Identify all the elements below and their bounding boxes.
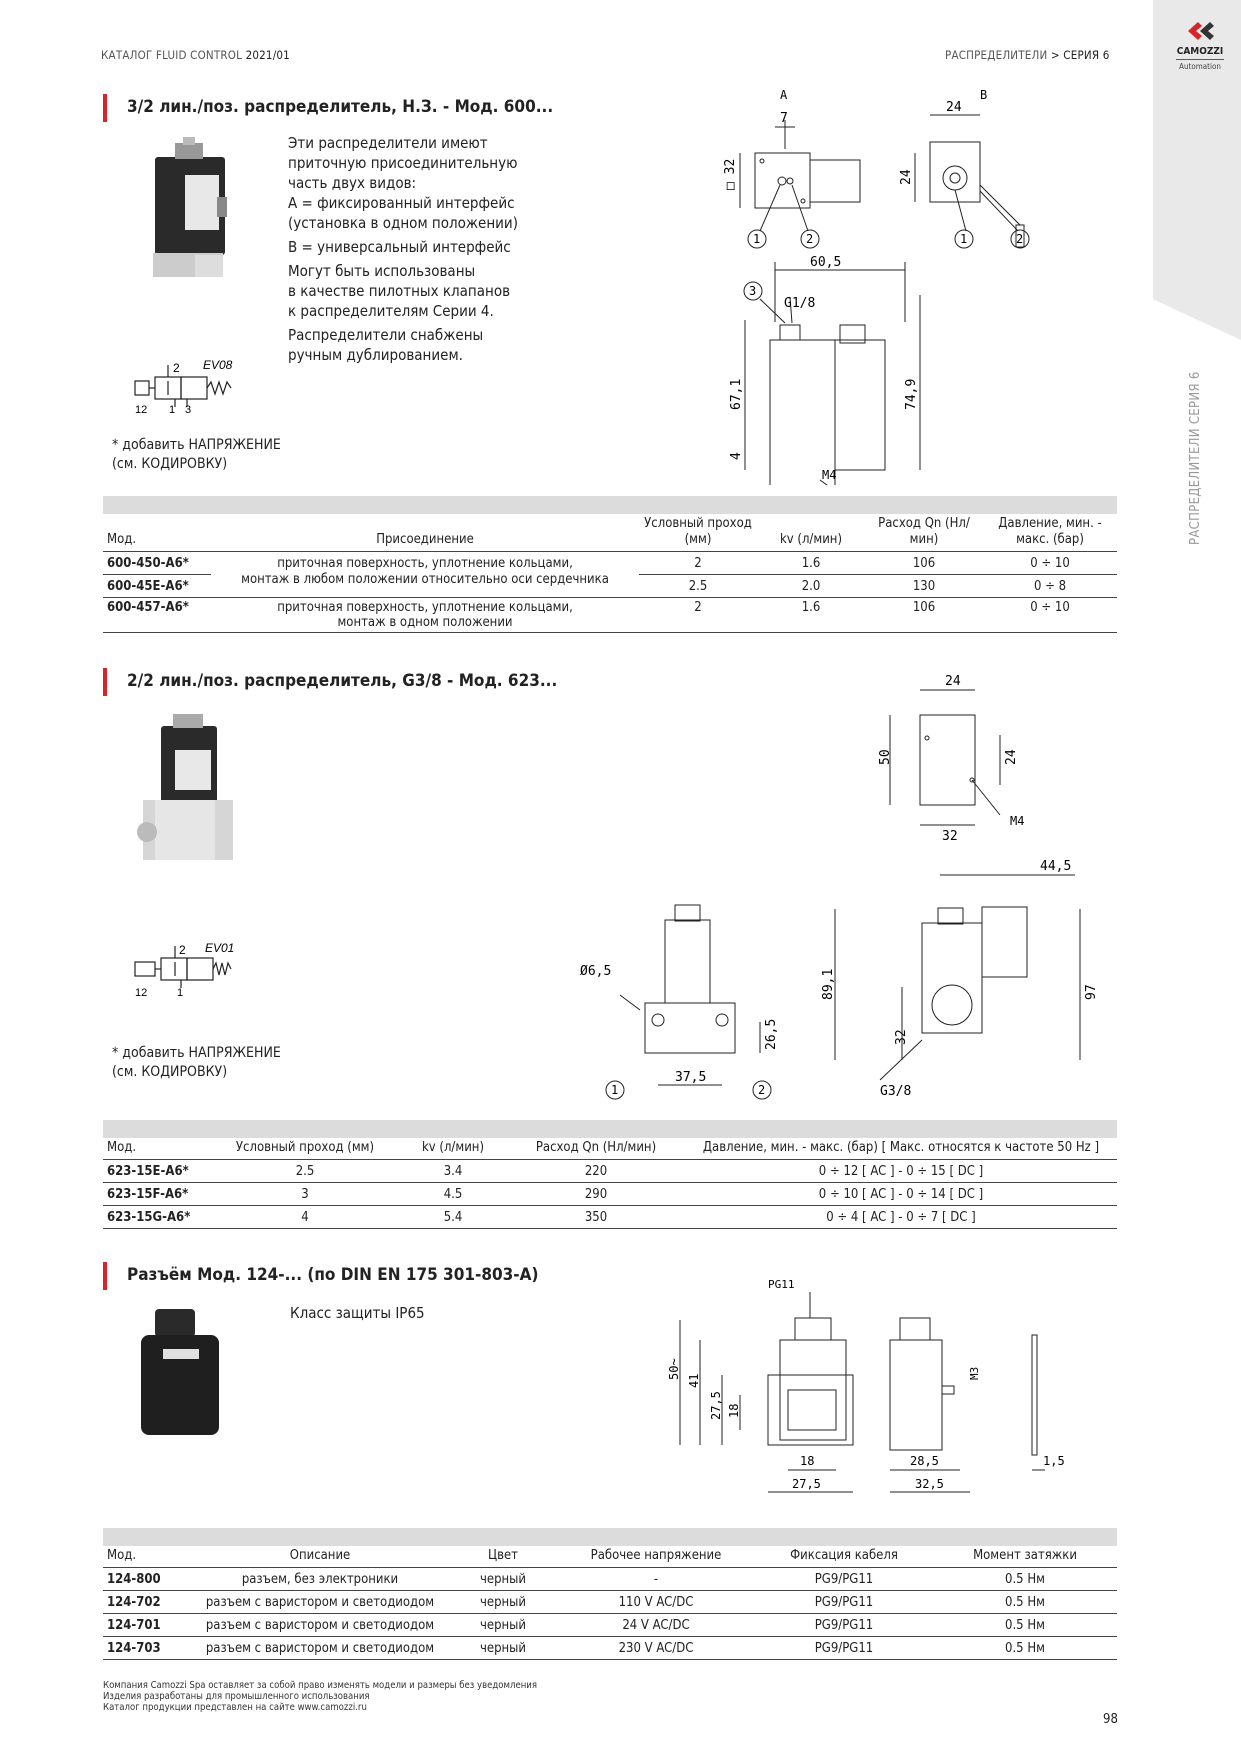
table-row: 124-800 разъем, без электроники черный - PG9/PG11 0.5 Нм [103, 1568, 1117, 1591]
svg-text:44,5: 44,5 [1040, 859, 1072, 874]
svg-text:18: 18 [800, 1454, 815, 1468]
svg-text:3: 3 [749, 284, 757, 298]
svg-text:97: 97 [1084, 984, 1099, 1000]
svg-text:3: 3 [185, 404, 192, 415]
col-qn: Расход Qn (Нл/мин) [865, 514, 983, 552]
svg-text:12: 12 [135, 987, 148, 998]
footer-line: Компания Camozzi Spa оставляет за собой право изменять модели и размеры без уведомления [103, 1680, 537, 1691]
svg-text:G1/8: G1/8 [784, 296, 816, 311]
breadcrumb-separator: > [1050, 48, 1060, 62]
svg-text:28,5: 28,5 [910, 1454, 939, 1468]
table-row: 623-15F-A6* 3 4.5 290 0 ÷ 10 [ AC ] - 0 ÷ 14 [ DC ] [103, 1183, 1117, 1206]
svg-text:18: 18 [727, 1403, 741, 1418]
section2-note: * добавить НАПРЯЖЕНИЕ (см. КОДИРОВКУ) [112, 1045, 281, 1080]
svg-text:1: 1 [611, 1083, 619, 1097]
footer-line: Изделия разработаны для промышленного использования [103, 1691, 370, 1702]
table-124-connectors [103, 1528, 1117, 1660]
valve-623-photo [135, 710, 245, 870]
table-row: 600-457-A6* приточная поверхность, уплотнение кольцами, монтаж в одном положении 2 1.6 106 0 ÷ 10 [103, 598, 1117, 633]
connector-124-photo [135, 1305, 230, 1440]
svg-text:PG11: PG11 [768, 1278, 795, 1291]
table-row: 124-701 разъем с варистором и светодиодом черный 24 V AC/DC PG9/PG11 0.5 Нм [103, 1614, 1117, 1637]
svg-text:12: 12 [135, 404, 148, 415]
page-number: 98 [1103, 1712, 1118, 1727]
svg-text:1: 1 [177, 987, 184, 998]
footer [103, 1680, 537, 1713]
svg-text:2: 2 [758, 1083, 766, 1097]
col-pressure: Давление, мин. - макс. (бар) [983, 514, 1117, 552]
svg-text:Ø6,5: Ø6,5 [580, 964, 612, 979]
section3-description: Класс защиты IP65 [290, 1304, 425, 1322]
col-description: Описание [191, 1546, 449, 1568]
col-voltage: Рабочее напряжение [557, 1546, 755, 1568]
svg-text:89,1: 89,1 [821, 968, 836, 1000]
series-label: СЕРИЯ 6 [1063, 48, 1110, 62]
section3-title: Разъём Мод. 124-... (по DIN EN 175 301-803-A) [127, 1265, 539, 1285]
table-row: 600-450-A6* приточная поверхность, уплотнение кольцами, 2 1.6 106 0 ÷ 10 [103, 552, 1117, 575]
svg-text:M3: M3 [968, 1366, 981, 1380]
table-row: 623-15E-A6* 2.5 3.4 220 0 ÷ 12 [ AC ] - 0 ÷ 15 [ DC ] [103, 1160, 1117, 1183]
ev01-symbol-icon [125, 938, 235, 998]
col-qn: Расход Qn (Нл/мин) [507, 1138, 685, 1160]
svg-text:24: 24 [945, 674, 961, 689]
side-tab-label: РАСПРЕДЕЛИТЕЛИ СЕРИЯ 6 [1188, 371, 1203, 545]
camozzi-logo-icon [1185, 20, 1215, 42]
svg-text:B: B [980, 88, 988, 102]
brand-sub: Automation [1179, 62, 1221, 71]
edition-label: 2021/01 [245, 48, 290, 62]
col-kv: kv (л/мин) [399, 1138, 507, 1160]
svg-text:7: 7 [780, 111, 788, 126]
svg-text:M4: M4 [1010, 814, 1025, 828]
connector-124-drawing [660, 1270, 1100, 1510]
svg-text:EV08: EV08 [203, 358, 233, 372]
svg-text:24: 24 [1004, 749, 1019, 765]
valve-623-drawing [570, 665, 1120, 1105]
svg-text:32: 32 [942, 829, 958, 844]
section-marker [103, 1262, 107, 1290]
svg-text:1: 1 [960, 232, 968, 246]
table-row: 124-703 разъем с варистором и светодиодом черный 230 V AC/DC PG9/PG11 0.5 Нм [103, 1637, 1117, 1660]
table-row: 623-15G-A6* 4 5.4 350 0 ÷ 4 [ AC ] - 0 ÷ 7 [ DC ] [103, 1206, 1117, 1229]
section1-title: 3/2 лин./поз. распределитель, Н.З. - Мод. 600... [127, 97, 554, 117]
col-mod: Мод. [103, 514, 211, 552]
svg-text:2: 2 [806, 232, 814, 246]
svg-text:2: 2 [1016, 232, 1024, 246]
header-catalog [101, 48, 290, 62]
section1-description: Эти распределители имеют приточную присоединительную часть двух видов: A = фиксированный интерфейс (установка в одном положении) B = универсальный интерфейс Могут быть использованы в качестве пилотных клапанов к распределителям Серии 4. Распределители снабжены ручным дублированием. [288, 134, 518, 364]
svg-text:37,5: 37,5 [675, 1070, 707, 1085]
svg-text:67,1: 67,1 [729, 378, 744, 410]
svg-text:32,5: 32,5 [915, 1477, 944, 1491]
table-row: 124-702 разъем с варистором и светодиодом черный 110 V AC/DC PG9/PG11 0.5 Нм [103, 1591, 1117, 1614]
col-connection: Присоединение [211, 514, 639, 552]
svg-text:50~: 50~ [667, 1358, 681, 1380]
col-mod: Мод. [103, 1138, 211, 1160]
svg-text:41: 41 [687, 1373, 701, 1388]
section2-title: 2/2 лин./поз. распределитель, G3/8 - Мод. 623... [127, 671, 558, 691]
svg-text:24: 24 [899, 169, 914, 185]
col-color: Цвет [449, 1546, 557, 1568]
svg-text:32: 32 [894, 1029, 909, 1045]
ev08-symbol-icon [125, 355, 245, 415]
section-marker [103, 94, 107, 122]
header-section [945, 48, 1110, 62]
footer-line: Каталог продукции представлен на сайте www.camozzi.ru [103, 1702, 367, 1713]
svg-text:26,5: 26,5 [764, 1018, 779, 1050]
col-dn: Условный проход (мм) [639, 514, 757, 552]
brand-name: CAMOZZI [1176, 46, 1224, 57]
table-600-models [103, 496, 1117, 633]
col-torque: Момент затяжки [933, 1546, 1117, 1568]
svg-text:27,5: 27,5 [792, 1477, 821, 1491]
col-pressure: Давление, мин. - макс. (бар) [ Макс. относятся к частоте 50 Hz ] [685, 1138, 1117, 1160]
col-kv: kv (л/мин) [757, 514, 865, 552]
svg-text:1: 1 [169, 404, 176, 415]
svg-text:EV01: EV01 [205, 941, 235, 955]
brand-logo [1170, 20, 1230, 71]
svg-text:60,5: 60,5 [810, 255, 842, 270]
valve-600-photo [145, 135, 245, 285]
svg-text:M4: M4 [822, 468, 837, 482]
section-label: РАСПРЕДЕЛИТЕЛИ [945, 48, 1048, 62]
svg-text:2: 2 [179, 943, 186, 957]
section-marker [103, 668, 107, 696]
svg-text:27,5: 27,5 [709, 1391, 723, 1420]
table-623-models [103, 1120, 1117, 1229]
svg-text:1: 1 [753, 232, 761, 246]
col-mod: Мод. [103, 1546, 191, 1568]
col-cable-fix: Фиксация кабеля [755, 1546, 933, 1568]
section1-note: * добавить НАПРЯЖЕНИЕ (см. КОДИРОВКУ) [112, 437, 281, 472]
col-dn: Условный проход (мм) [211, 1138, 399, 1160]
svg-text:74,9: 74,9 [904, 378, 919, 410]
svg-text:A: A [780, 88, 788, 102]
valve-600-drawing [700, 85, 1100, 485]
svg-text:50: 50 [878, 749, 893, 765]
catalog-label: КАТАЛОГ FLUID CONTROL [101, 48, 243, 62]
svg-text:24: 24 [946, 100, 962, 115]
svg-text:4: 4 [729, 452, 744, 460]
svg-text:2: 2 [173, 361, 180, 375]
svg-text:1,5: 1,5 [1043, 1454, 1065, 1468]
table-row: 600-45E-A6* монтаж в любом положении относительно оси сердечника 2.5 2.0 130 0 ÷ 8 [103, 575, 1117, 598]
svg-text:□ 32: □ 32 [723, 158, 738, 190]
svg-text:G3/8: G3/8 [880, 1084, 912, 1099]
